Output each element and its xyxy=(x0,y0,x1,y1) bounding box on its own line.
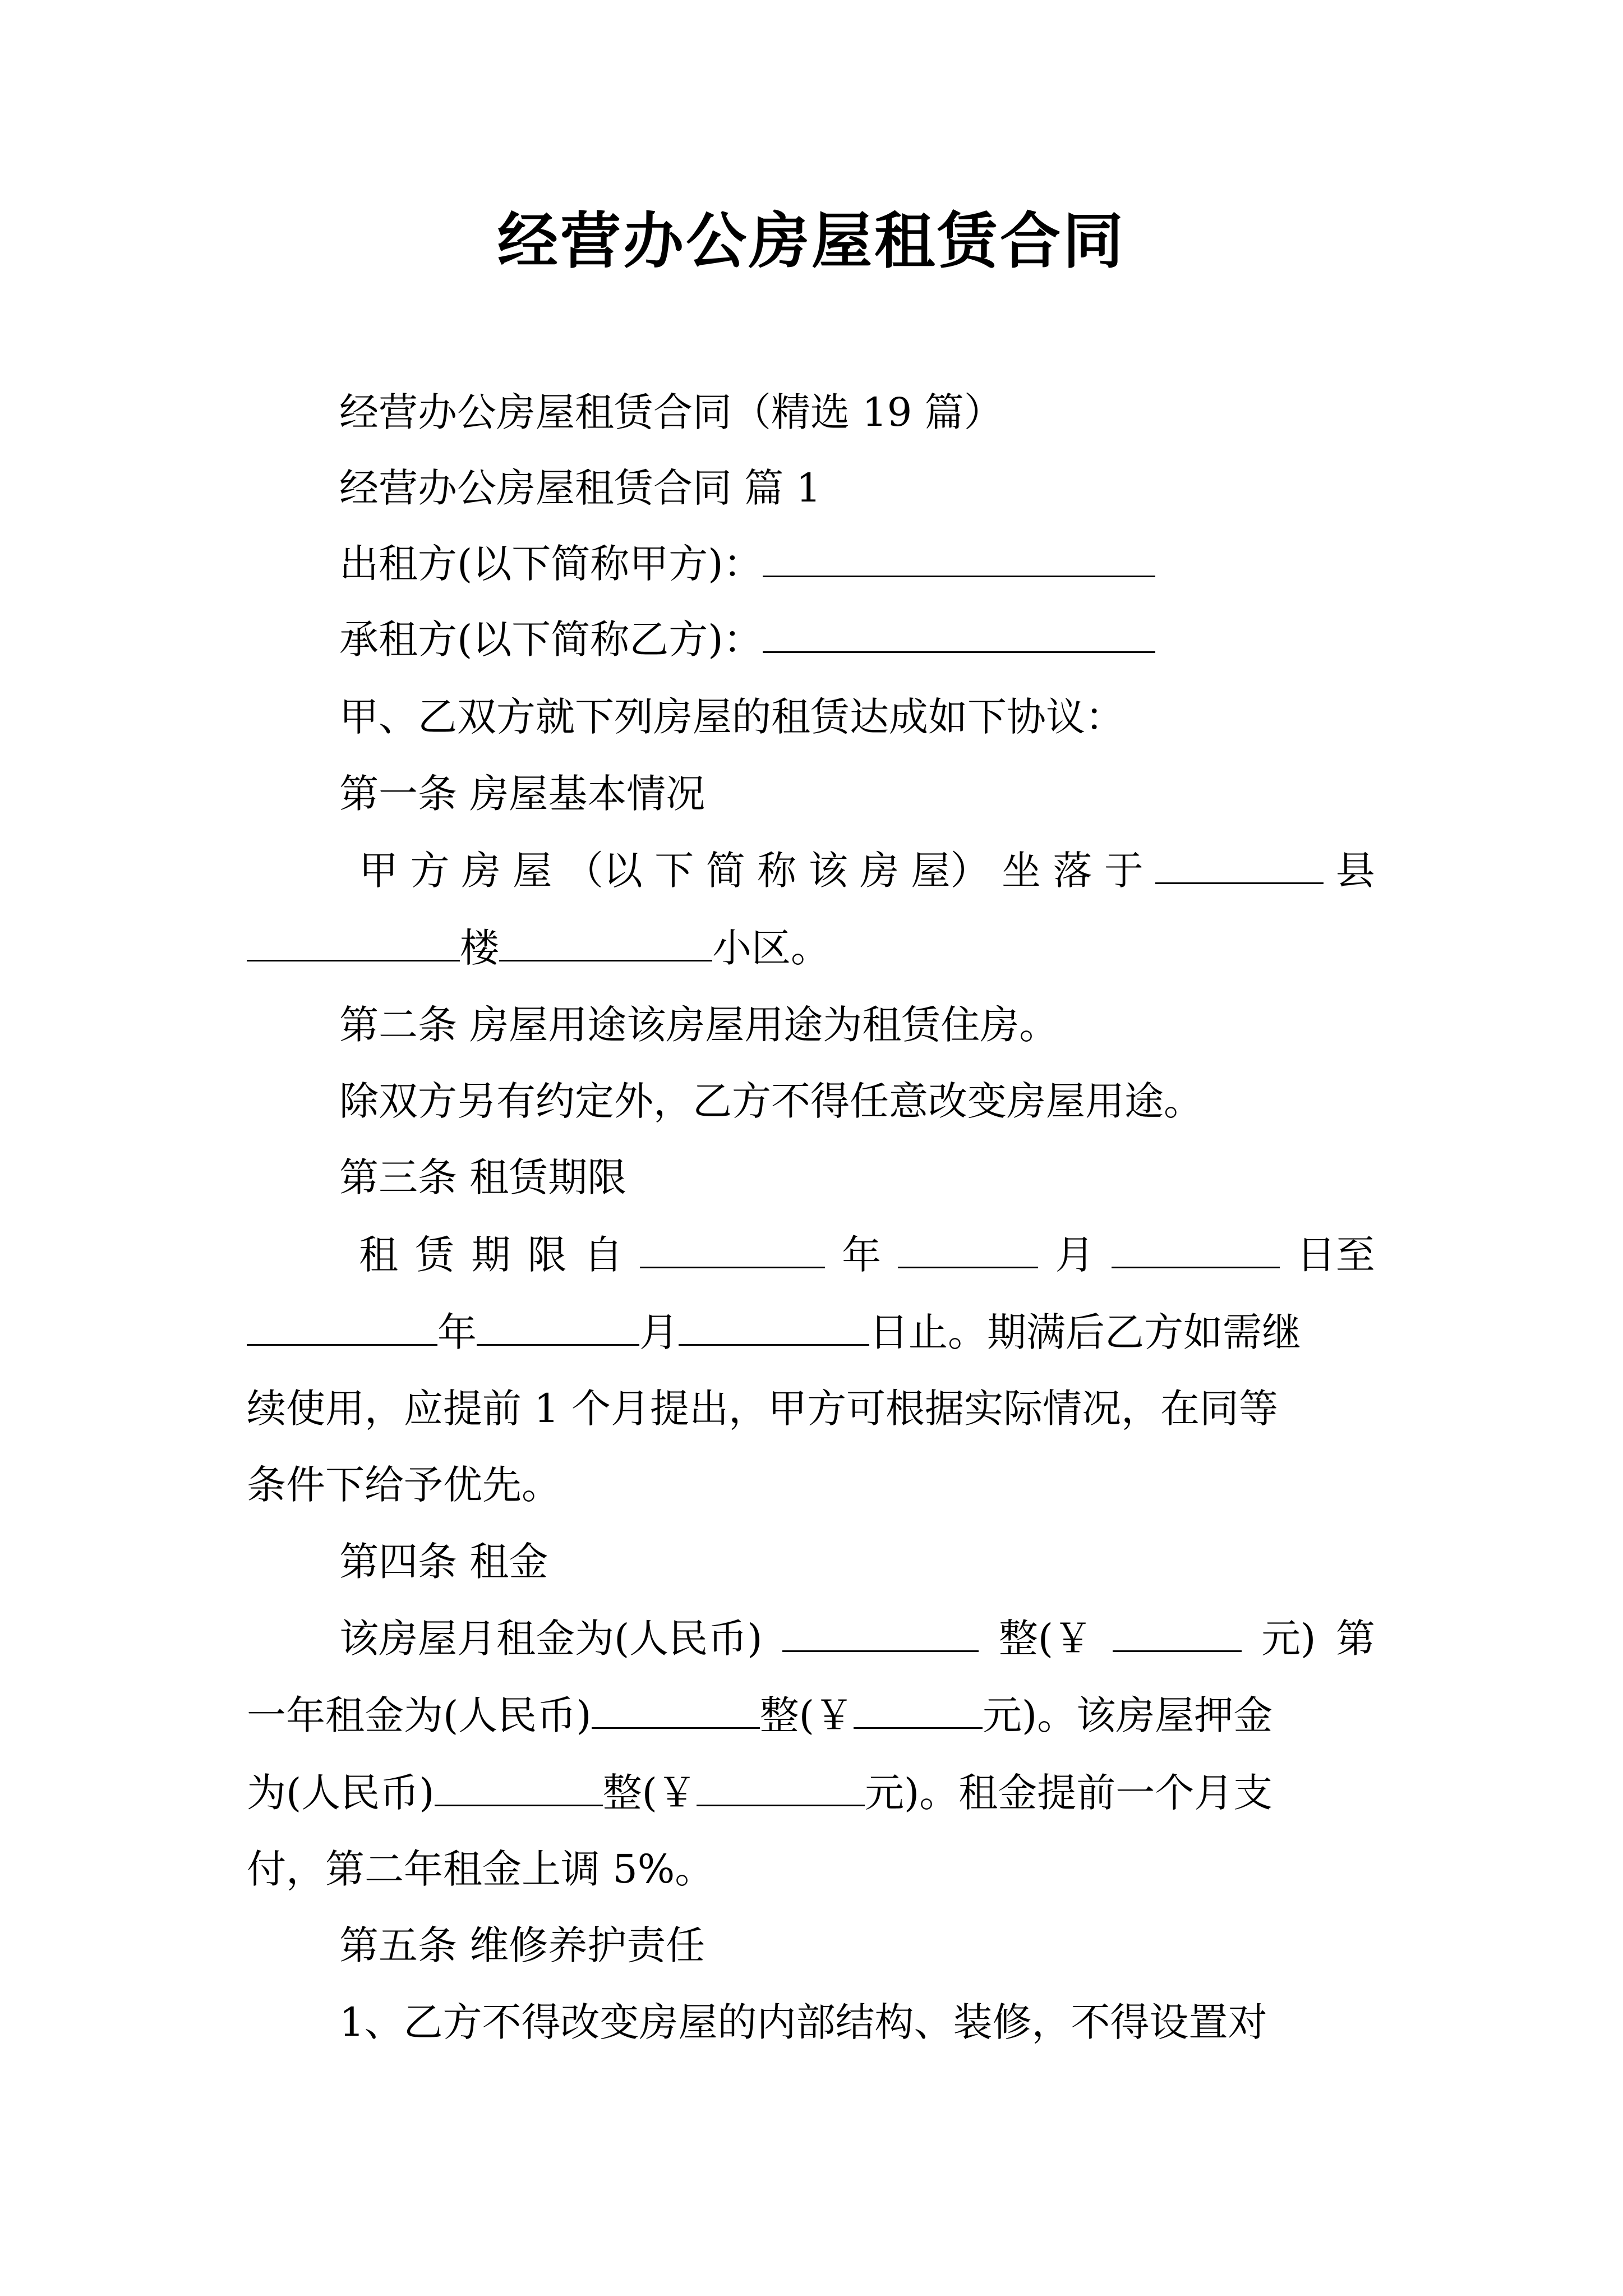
text-char: 县 xyxy=(1335,848,1375,894)
article-3-line-4: 条件下给予优先。 xyxy=(247,1462,561,1508)
end-day-blank xyxy=(679,1305,869,1346)
text-char: 年 xyxy=(842,1232,882,1278)
article-4-line-2 xyxy=(247,1687,1272,1743)
text-char: 屋） xyxy=(911,848,990,894)
lessee-blank xyxy=(763,612,1155,653)
text-char: 租 xyxy=(359,1232,398,1278)
text-char: 甲 xyxy=(359,848,398,894)
text-char: 坐 xyxy=(1001,848,1041,894)
text-segment: 日止。期满后乙方如需继 xyxy=(869,1309,1301,1355)
text-char: 简 xyxy=(706,848,745,894)
text-char: 自 xyxy=(583,1232,623,1278)
text-char: 期 xyxy=(471,1232,511,1278)
county-blank xyxy=(1155,843,1324,884)
building-blank xyxy=(499,921,712,961)
text-char: 限 xyxy=(527,1232,567,1278)
text-char: 下 xyxy=(654,848,694,894)
text-char: 于 xyxy=(1104,848,1144,894)
lessee-line xyxy=(339,611,1155,668)
text-char: 落 xyxy=(1053,848,1092,894)
article-4-heading: 第四条 租金 xyxy=(339,1539,548,1585)
article-3-line-3: 续使用，应提前 1 个月提出，甲方可根据实际情况，在同等 xyxy=(247,1386,1279,1432)
article-3-heading: 第三条 租赁期限 xyxy=(339,1154,627,1200)
end-month-blank xyxy=(477,1305,639,1346)
start-day-blank xyxy=(1112,1227,1280,1268)
text-char: 赁 xyxy=(415,1232,455,1278)
end-year-blank xyxy=(247,1305,437,1346)
lessee-label: 承租方(以下简称乙方)： xyxy=(339,616,763,662)
community-label: 小区。 xyxy=(712,925,830,971)
monthly-rent-blank xyxy=(782,1611,979,1652)
agreement-intro: 甲、乙双方就下列房屋的租赁达成如下协议： xyxy=(339,694,1124,740)
text-segment: 整(￥ xyxy=(759,1692,854,1738)
text-segment: 该房屋月租金为(人民币) xyxy=(339,1616,763,1662)
subtitle: 经营办公房屋租赁合同（精选 19 篇） xyxy=(339,389,1003,435)
text-segment: 为(人民币) xyxy=(247,1770,435,1816)
text-segment: 元)。租金提前一个月支 xyxy=(864,1770,1273,1816)
month-label: 月 xyxy=(639,1309,679,1355)
lessor-label: 出租方(以下简称甲方)： xyxy=(339,541,763,587)
text-char: 方 xyxy=(410,848,450,894)
deposit-blank xyxy=(435,1765,603,1806)
article-1-heading: 第一条 房屋基本情况 xyxy=(339,771,706,817)
building-label: 楼 xyxy=(460,925,499,971)
text-segment: 第 xyxy=(1335,1616,1375,1662)
article-3-line-1 xyxy=(359,1227,1375,1283)
deposit-amount-blank xyxy=(697,1765,865,1806)
text-char: 月 xyxy=(1055,1232,1095,1278)
text-segment: 元)。该房屋押金 xyxy=(982,1692,1273,1738)
part-heading: 经营办公房屋租赁合同 篇 1 xyxy=(339,465,822,511)
first-year-rent-blank xyxy=(592,1688,760,1729)
text-char: 房 xyxy=(461,848,501,894)
start-month-blank xyxy=(898,1227,1038,1268)
text-char: 房 xyxy=(860,848,900,894)
text-segment: 整(￥ xyxy=(998,1616,1093,1662)
article-1-line-2 xyxy=(247,920,830,976)
text-segment: 元) xyxy=(1261,1616,1316,1662)
text-segment: 整(￥ xyxy=(602,1770,697,1816)
article-5-line-1: 1、乙方不得改变房屋的内部结构、装修，不得设置对 xyxy=(339,1999,1267,2045)
text-char: 称 xyxy=(757,848,797,894)
text-char: （以 xyxy=(564,848,643,894)
first-year-rent-amount-blank xyxy=(854,1688,983,1729)
article-4-line-1 xyxy=(339,1611,1375,1667)
text-char: 日至 xyxy=(1296,1232,1375,1278)
article-4-line-3 xyxy=(247,1765,1272,1821)
article-5-heading: 第五条 维修养护责任 xyxy=(339,1922,706,1968)
lessor-blank xyxy=(763,536,1155,577)
article-2-heading: 第二条 房屋用途该房屋用途为租赁住房。 xyxy=(339,1002,1059,1048)
article-2-text: 除双方另有约定外，乙方不得任意改变房屋用途。 xyxy=(339,1078,1203,1124)
text-segment: 一年租金为(人民币) xyxy=(247,1692,592,1738)
lessor-line xyxy=(339,536,1155,592)
year-label: 年 xyxy=(437,1309,477,1355)
article-3-line-2 xyxy=(247,1304,1301,1360)
monthly-rent-amount-blank xyxy=(1113,1611,1242,1652)
article-4-line-4: 付，第二年租金上调 5%。 xyxy=(247,1846,714,1892)
article-1-line-1 xyxy=(359,843,1375,899)
document-title: 经营办公房屋租赁合同 xyxy=(497,206,1126,277)
address-blank xyxy=(247,921,460,961)
start-year-blank xyxy=(640,1227,825,1268)
text-char: 屋 xyxy=(513,848,552,894)
text-char: 该 xyxy=(808,848,848,894)
